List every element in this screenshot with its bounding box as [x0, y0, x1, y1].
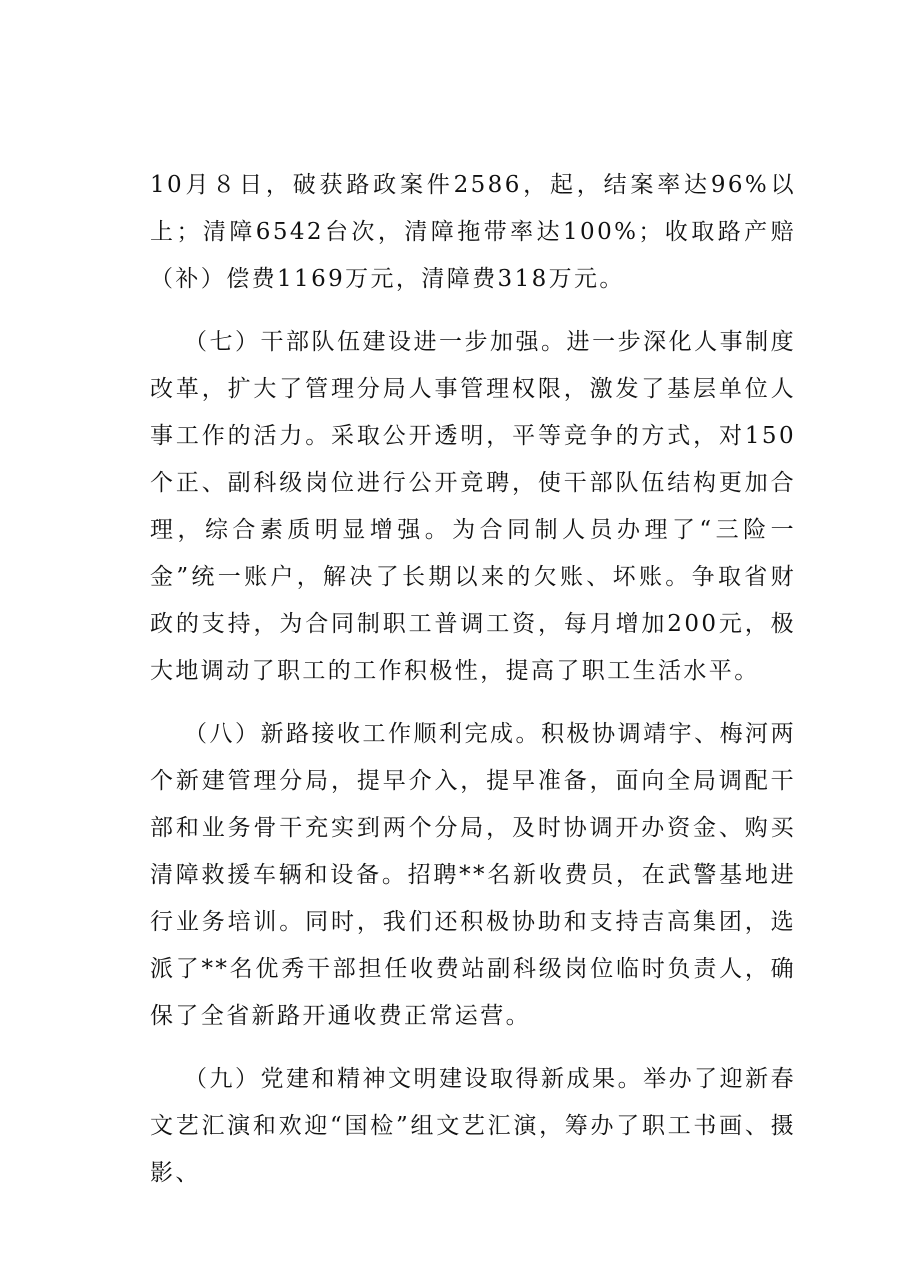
paragraph-statistics: 10月８日，破获路政案件2586，起，结案率达96%以上；清障6542台次，清障拖带率达100%；收取路产赔（补）偿费1169万元，清障费318万元。	[150, 172, 796, 292]
paragraph-party-building: （九）党建和精神文明建设取得新成果。举办了迎新春文艺汇演和欢迎“国检”组文艺汇演，筹办了职工书画、摄影、	[150, 1066, 796, 1186]
document-body	[150, 162, 796, 1213]
paragraph-new-road: （八）新路接收工作顺利完成。积极协调靖宇、梅河两个新建管理分局，提早介入，提早准备，面向全局调配干部和业务骨干充实到两个分局，及时协调开办资金、购买清障救援车辆和设备。招聘**名新收费员，在武警基地进行业务培训。同时，我们还积极协助和支持吉高集团，选派了**名优秀干部担任收费站副科级岗位临时负责人，确保了全省新路开通收费正常运营。	[150, 721, 796, 1029]
paragraph-cadre-team: （七）干部队伍建设进一步加强。进一步深化人事制度改革，扩大了管理分局人事管理权限，激发了基层单位人事工作的活力。采取公开透明，平等竞争的方式，对150个正、副科级岗位进行公开竞聘，使干部队伍结构更加合理，综合素质明显增强。为合同制人员办理了“三险一金”统一账户，解决了长期以来的欠账、坏账。争取省财政的支持，为合同制职工普调工资，每月增加200元，极大地调动了职工的工作积极性，提高了职工生活水平。	[150, 329, 796, 684]
